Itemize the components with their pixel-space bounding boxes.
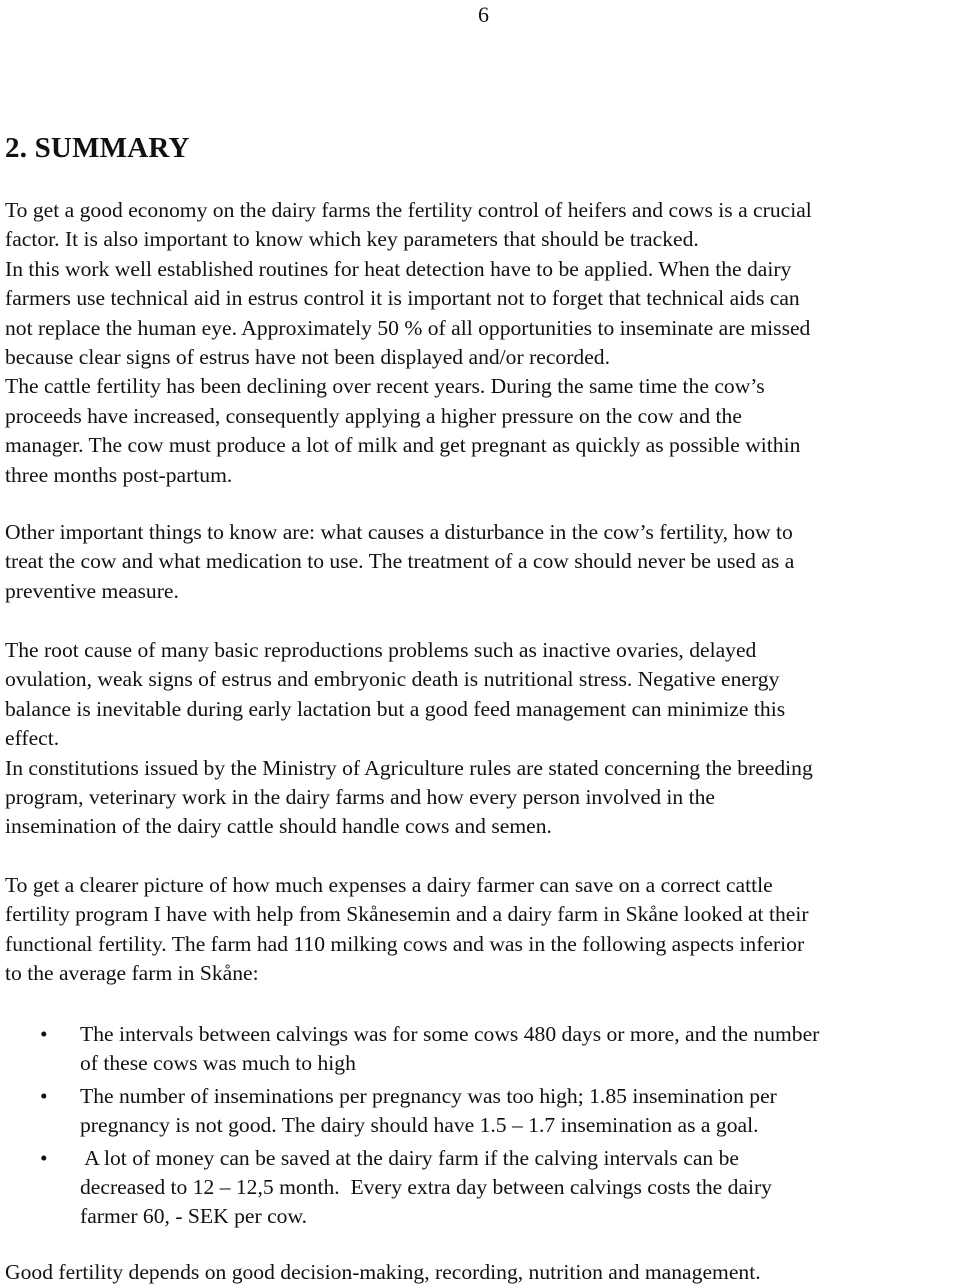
bullet-icon: • — [40, 1083, 48, 1108]
text-line: To get a good economy on the dairy farms the fertility control of heifers and cows is a crucial — [5, 198, 812, 222]
text-line: The cattle fertility has been declining over recent years. During the same time the cow’s — [5, 374, 765, 399]
text-line: effect. — [5, 726, 60, 751]
text-line: The number of inseminations per pregnancy was too high; 1.85 insemination per — [80, 1083, 777, 1108]
text-line: treat the cow and what medication to use. The treatment of a cow should never be used as a — [5, 549, 795, 574]
closing-sentence: Good fertility depends on good decision-making, recording, nutrition and management. — [5, 1260, 761, 1284]
text-line: ovulation, weak signs of estrus and embryonic death is nutritional stress. Negative energy — [5, 667, 780, 692]
text-line: program, veterinary work in the dairy farms and how every person involved in the — [5, 785, 715, 810]
text-line: because clear signs of estrus have not been displayed and/or recorded. — [5, 345, 610, 370]
text-line: preventive measure. — [5, 578, 179, 603]
section-heading: 2. SUMMARY — [5, 132, 190, 164]
text-line: In constitutions issued by the Ministry of Agriculture rules are stated concerning the breeding — [5, 755, 813, 780]
text-line: The intervals between calvings was for some cows 480 days or more, and the number — [80, 1022, 820, 1046]
text-line: functional fertility. The farm had 110 milking cows and was in the following aspects inferior — [5, 931, 805, 956]
text-line: A lot of money can be saved at the dairy farm if the calving intervals can be — [80, 1145, 739, 1170]
text-line: factor. It is also important to know which key parameters that should be tracked. — [5, 227, 699, 252]
aspects-bullet-list — [0, 1020, 960, 1235]
text-line: manager. The cow must produce a lot of milk and get pregnant as quickly as possible within — [5, 433, 801, 458]
text-line: of these cows was much to high — [80, 1051, 356, 1076]
text-line: to the average farm in Skåne: — [5, 961, 259, 986]
list-item — [0, 1020, 960, 1079]
bullet-icon: • — [40, 1022, 48, 1046]
paragraph-root-cause — [5, 636, 960, 842]
text-line: three months post-partum. — [5, 462, 233, 487]
text-line: farmer 60, - SEK per cow. — [80, 1204, 308, 1229]
text-line: proceeds have increased, consequently applying a higher pressure on the cow and the — [5, 403, 742, 428]
paragraph-expenses — [5, 871, 960, 989]
paragraph-economy — [5, 196, 960, 490]
text-line: balance is inevitable during early lactation but a good feed management can minimize this — [5, 696, 786, 721]
list-item — [0, 1082, 960, 1141]
text-line: The root cause of many basic reproductions problems such as inactive ovaries, delayed — [5, 638, 757, 662]
text-line: decreased to 12 – 12,5 month. Every extra day between calvings costs the dairy — [80, 1175, 772, 1200]
text-line: To get a clearer picture of how much expenses a dairy farmer can save on a correct cattle — [5, 873, 773, 897]
paragraph-disturbance — [5, 518, 960, 606]
list-item — [0, 1144, 960, 1232]
text-line: insemination of the dairy cattle should handle cows and semen. — [5, 814, 552, 839]
bullet-icon: • — [40, 1145, 48, 1170]
text-line: not replace the human eye. Approximately 50 % of all opportunities to inseminate are missed — [5, 315, 811, 340]
text-line: fertility program I have with help from Skånesemin and a dairy farm in Skåne looked at their — [5, 902, 809, 927]
text-line: In this work well established routines for heat detection have to be applied. When the dairy — [5, 256, 792, 281]
text-line: pregnancy is not good. The dairy should have 1.5 – 1.7 insemination as a goal. — [80, 1113, 759, 1138]
text-line: farmers use technical aid in estrus control it is important not to forget that technical aids can — [5, 286, 800, 311]
page-number: 6 — [478, 2, 489, 27]
text-line: Other important things to know are: what causes a disturbance in the cow’s fertility, how to — [5, 520, 793, 544]
